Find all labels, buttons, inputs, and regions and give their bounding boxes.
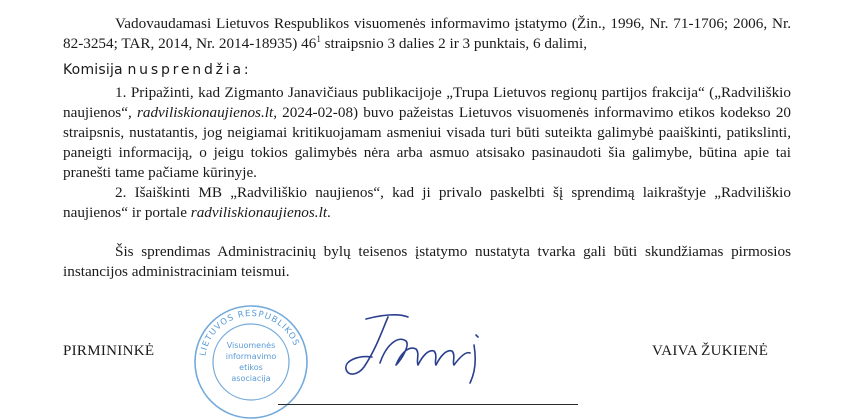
item-2-site: radviliskionaujienos.lt — [190, 204, 328, 221]
intro-tail-text: straipsnio 3 dalies 2 ir 3 punktais, 6 dalimi, — [320, 35, 587, 52]
item-1-text-b: , 2024-02-08) buvo pažeistas Lietuvos visuomenės informavimo etikos kodekso 20 straipsnis, nustatantis, jog neigiamai kritikuojamam asmeniui visada turi būti suteikta galimybė paaiškinti, patikslinti, paneigti informaciją, o jeigu tokios galimybės nėra arba asmuo atsisako pasinaudoti šia galimybe, būtina apie tai pranešti tame pačiame kūrinyje. — [63, 104, 792, 181]
item-2-paragraph — [63, 183, 791, 223]
signature-line — [278, 404, 578, 405]
appeal-paragraph: Šis sprendimas Administracinių bylų teisenos įstatymo nustatyta tvarka gali būti skundžiamas pirmosios instancijos administraciniam teismui. — [63, 243, 791, 280]
stamp-line-4: asociacija — [231, 374, 271, 383]
stamp-ring-text: LIETUVOS RESPUBLIKOS — [198, 308, 301, 357]
decision-word: nusprendžia: — [127, 62, 252, 78]
komisija-line — [63, 62, 251, 78]
intro-paragraph — [63, 14, 791, 54]
article-superscript: 1 — [316, 33, 321, 44]
handwritten-signature — [336, 305, 506, 385]
stamp-line-2: informavimo — [225, 352, 277, 361]
chair-role: PIRMININKĖ — [63, 343, 155, 359]
intro-text: Vadovaudamasi Lietuvos Respublikos visuomenės informavimo įstatymo (Žin., 1996, Nr. 71-1706; 2006, Nr. 82-3254; TAR, 2014, Nr. 2014-18935) 46 — [63, 15, 791, 52]
association-stamp — [191, 300, 311, 420]
item-2-text-b: . — [327, 204, 331, 221]
item-1-site: radviliskionaujienos.lt — [136, 104, 274, 121]
stamp-line-3: etikos — [239, 363, 263, 372]
stamp-line-1: Visuomenės — [226, 341, 276, 350]
chair-name: VAIVA ŽUKIENĖ — [652, 343, 769, 359]
item-1-text-a: 1. Pripažinti, kad Zigmanto Janavičiaus publikacijoje „Trupa Lietuvos regionų partijos frakcija“ („Radviliškio naujienos“, — [63, 84, 791, 121]
komisija-word: Komisija — [63, 62, 123, 78]
item-1-paragraph — [63, 83, 791, 183]
item-2-text-a: 2. Išaiškinti MB „Radviliškio naujienos“, kad ji privalo paskelbti šį sprendimą laikraštyje „Radviliškio naujienos“ ir portale — [63, 184, 791, 221]
